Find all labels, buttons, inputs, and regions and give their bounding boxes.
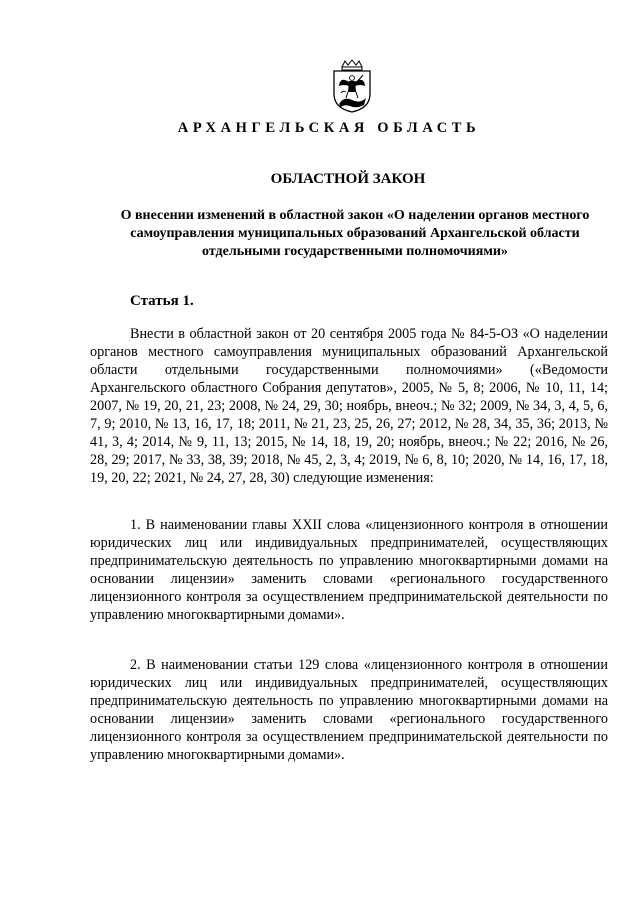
amendment-item-1: 1. В наименовании главы XXII слова «лицензионного контроля в отношении юридических лиц или индивидуальных предпринимателей, осуществляющих предпринимательскую деятельность по управлению многоквартирными домами на основании лицензии» заменить словами «регионального государственного лицензионного контроля за осуществлением предпринимательской деятельности по управлению многоквартирными домами». [90, 517, 608, 623]
document-type: ОБЛАСТНОЙ ЗАКОН [270, 171, 426, 187]
region-name: АРХАНГЕЛЬСКАЯ ОБЛАСТЬ [177, 120, 481, 136]
amendment-item-2: 2. В наименовании статьи 129 слова «лицензионного контроля в отношении юридических лиц или индивидуальных предпринимателей, осуществляющих предпринимательскую деятельность по управлению многоквартирными домами на основании лицензии» заменить словами «регионального государственного лицензионного контроля за осуществлением предпринимательской деятельности по управлению многоквартирными домами». [90, 657, 608, 763]
article-heading: Статья 1. [130, 293, 194, 309]
coat-of-arms-icon [328, 58, 376, 114]
document-title: О внесении изменений в областной закон «О наделении органов местного самоуправления муниципальных образований Архангельской области отдельными государственными полномочиями» [120, 208, 590, 259]
article-intro-paragraph: Внести в областной закон от 20 сентября 2005 года № 84-5-ОЗ «О наделении органов местного самоуправления муниципальных образований Архангельской области отдельными государственными полномочиями» («Ведомости Архангельского областного Собрания депутатов», 2005, № 5, 8; 2006, № 10, 11, 14; 2007, № 19, 20, 21, 23; 2008, № 24, 29, 30; ноябрь, внеоч.; № 32; 2009, № 34, 3, 4, 5, 6, 7, 9; 2010, № 13, 16, 17, 18; 2011, № 21, 23, 25, 26, 27; 2012, № 28, 34, 35, 36; 2013, № 41, 3, 4; 2014, № 9, 11, 13; 2015, № 14, 18, 19, 20; ноябрь, внеоч.; № 22; 2016, № 26, 28, 29; 2017, № 33, 38, 39; 2018, № 45, 2, 3, 4; 2019, № 6, 8, 10; 2020, № 14, 16, 17, 18, 19, 20, 22; 2021, № 24, 27, 28, 30) следующие изменения: [90, 326, 608, 486]
